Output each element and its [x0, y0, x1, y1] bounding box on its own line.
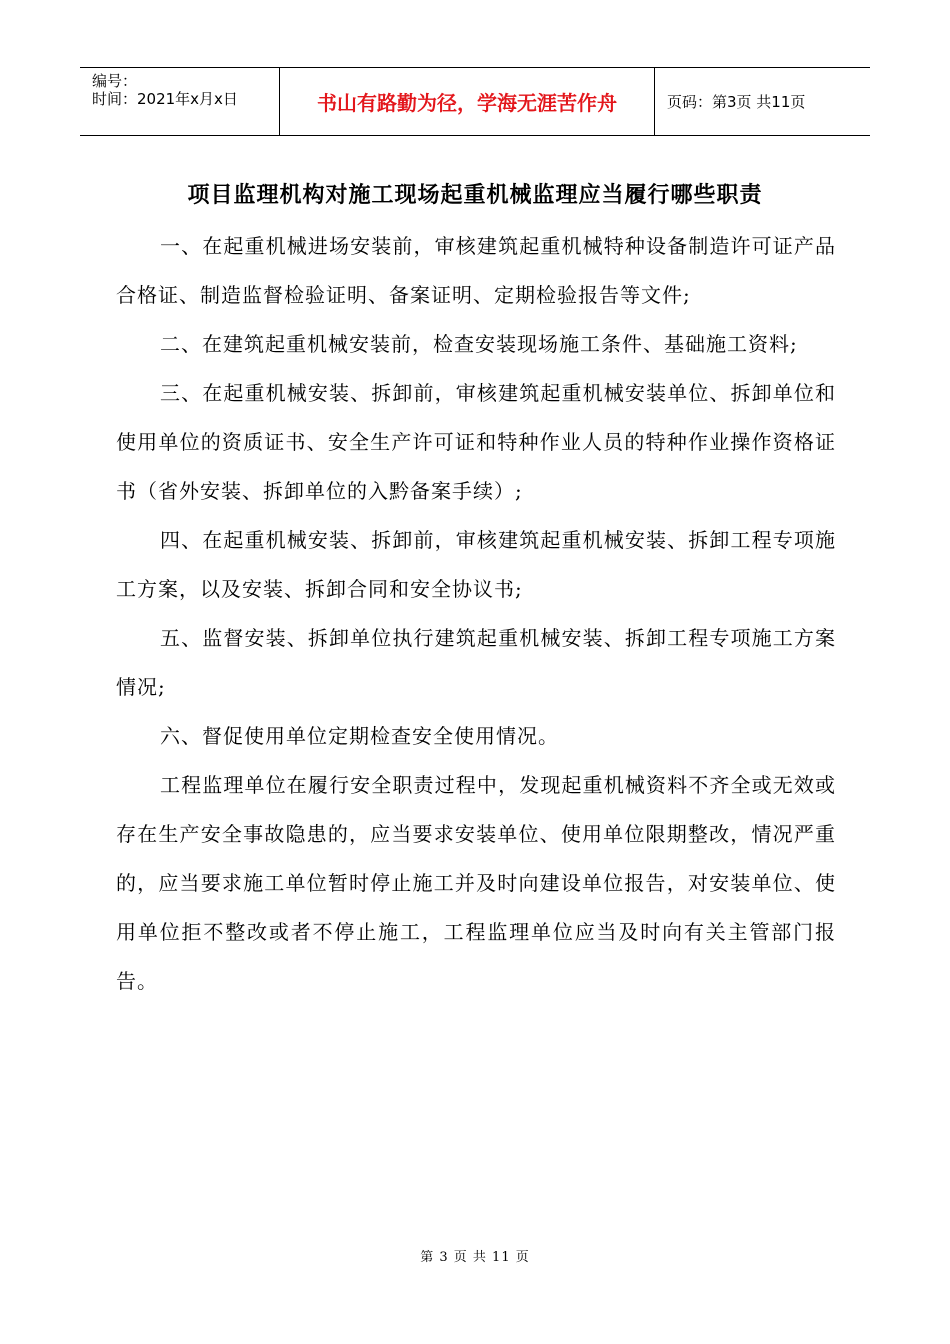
- document-body: [116, 222, 836, 1006]
- document-date: 时间：2021年x月x日: [92, 90, 238, 108]
- paragraph: 四、在起重机械安装、拆卸前，审核建筑起重机械安装、拆卸工程专项施工方案，以及安装、拆卸合同和安全协议书;: [116, 528, 836, 601]
- header-meta-cell: [80, 68, 280, 135]
- paragraph: 五、监督安装、拆卸单位执行建筑起重机械安装、拆卸工程专项施工方案情况;: [116, 626, 836, 699]
- header-page-cell: [655, 68, 870, 135]
- page-footer: 第 3 页 共 11 页: [420, 1250, 530, 1265]
- page-info: 页码：第3页 共11页: [667, 93, 806, 111]
- header-motto-cell: [280, 68, 655, 135]
- paragraph: 二、在建筑起重机械安装前，检查安装现场施工条件、基础施工资料;: [160, 332, 798, 356]
- paragraph: 一、在起重机械进场安装前，审核建筑起重机械特种设备制造许可证产品合格证、制造监督检验证明、备案证明、定期检验报告等文件;: [116, 234, 836, 307]
- motto-text: 书山有路勤为径，学海无涯苦作舟: [317, 91, 617, 115]
- paragraph: 三、在起重机械安装、拆卸前，审核建筑起重机械安装单位、拆卸单位和使用单位的资质证书、安全生产许可证和特种作业人员的特种作业操作资格证书（省外安装、拆卸单位的入黔备案手续）;: [116, 381, 836, 503]
- paragraph: 六、督促使用单位定期检查安全使用情况。: [160, 724, 559, 748]
- document-title: 项目监理机构对施工现场起重机械监理应当履行哪些职责: [187, 183, 763, 208]
- header-table: [80, 67, 870, 136]
- document-number: 编号：: [92, 72, 138, 90]
- paragraph: 工程监理单位在履行安全职责过程中，发现起重机械资料不齐全或无效或存在生产安全事故隐患的，应当要求安装单位、使用单位限期整改，情况严重的，应当要求施工单位暂时停止施工并及时向建设单位报告，对安装单位、使用单位拒不整改或者不停止施工，工程监理单位应当及时向有关主管部门报告。: [116, 773, 836, 993]
